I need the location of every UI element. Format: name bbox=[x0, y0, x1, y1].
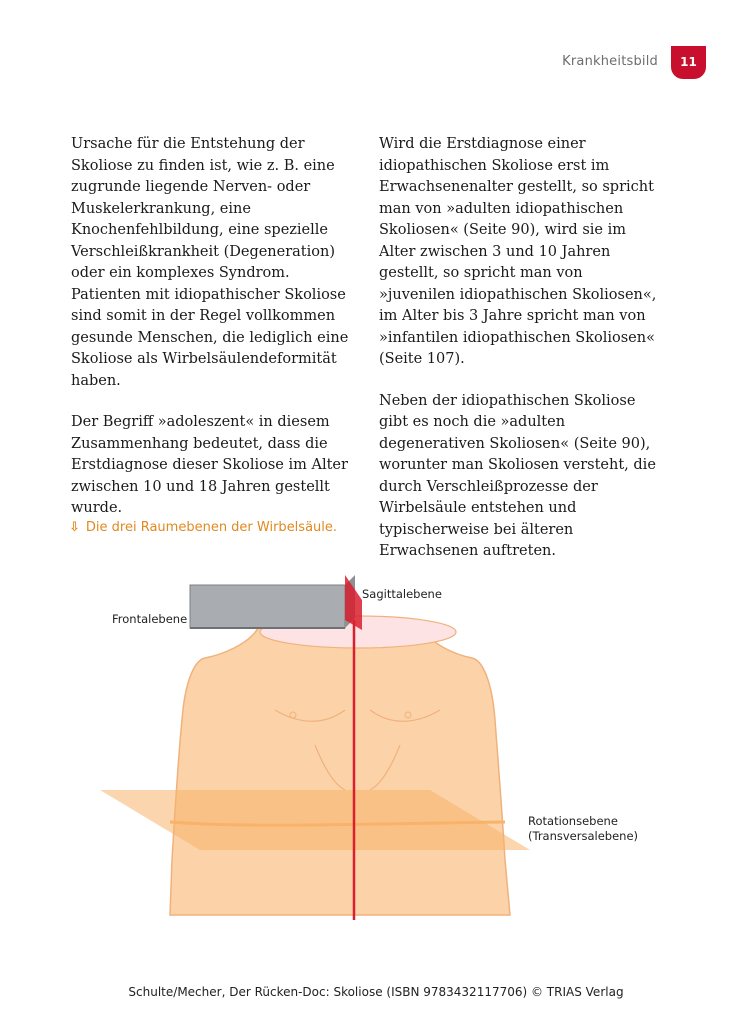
page-number-badge: 11 bbox=[671, 46, 706, 79]
rotation-plane-label-line2: (Transversalebene) bbox=[528, 829, 639, 843]
footer-citation: Schulte/Mecher, Der Rücken-Doc: Skoliose (ISBN 9783432117706) © TRIAS Verlag bbox=[128, 985, 624, 999]
text-column-left bbox=[71, 134, 353, 540]
frontal-plane-label: Frontalebene bbox=[112, 612, 188, 626]
paragraph: Neben der idiopathischen Skoliose gibt es noch die »adulten degenerativen Skoliosen« (Seite 90), worunter man Skoliosen versteht, die durch Verschleißprozesse der Wirbelsäule entstehen und typischerweise bei älteren Erwachsenen auftreten. bbox=[379, 392, 656, 559]
text-column-right bbox=[379, 134, 661, 583]
paragraph: Wird die Erstdiagnose einer idiopathischen Skoliose erst im Erwachsenenalter gestellt, so spricht man von »adulten idiopathischen Skoliosen« (Seite 90), wird sie im Alter zwischen 3 und 10 Jahren gestellt, so spricht man von »juvenilen idiopathischen Skoliosen«, im Alter bis 3 Jahre spricht man von »infantilen idiopathischen Skoliosen« (Seite 107). bbox=[379, 136, 657, 367]
figure-caption bbox=[69, 520, 337, 535]
rotation-plane-label-line1: Rotationsebene bbox=[528, 814, 618, 828]
spine-planes-figure bbox=[100, 560, 639, 920]
caption-text: Die drei Raumebenen der Wirbelsäule. bbox=[85, 520, 338, 535]
rotation-plane-label bbox=[528, 814, 638, 844]
chevron-down-icon: ⇩ bbox=[69, 520, 80, 535]
torso-body bbox=[170, 625, 510, 915]
paragraph: Ursache für die Entstehung der Skoliose zu finden ist, wie z. B. eine zugrunde liegende Nerven- oder Muskelerkrankung, eine Knochenfehlbildung, eine spezielle Verschleißkrankheit (Degeneration) oder ein komplexes Syndrom. Patienten mit idiopathischer Skoliose sind somit in der Regel vollkommen gesunde Menschen, die lediglich eine Skoliose als Wirbelsäulendeformität haben. bbox=[71, 136, 349, 389]
sagittal-plane-label: Sagittalebene bbox=[362, 587, 442, 601]
header-section-title: Krankheitsbild bbox=[562, 54, 658, 69]
paragraph: Der Begriff »adoleszent« in diesem Zusammenhang bedeutet, dass die Erstdiagnose dieser Skoliose im Alter zwischen 10 und 18 Jahren gestellt wurde. bbox=[71, 414, 348, 516]
frontal-plane bbox=[190, 585, 345, 628]
